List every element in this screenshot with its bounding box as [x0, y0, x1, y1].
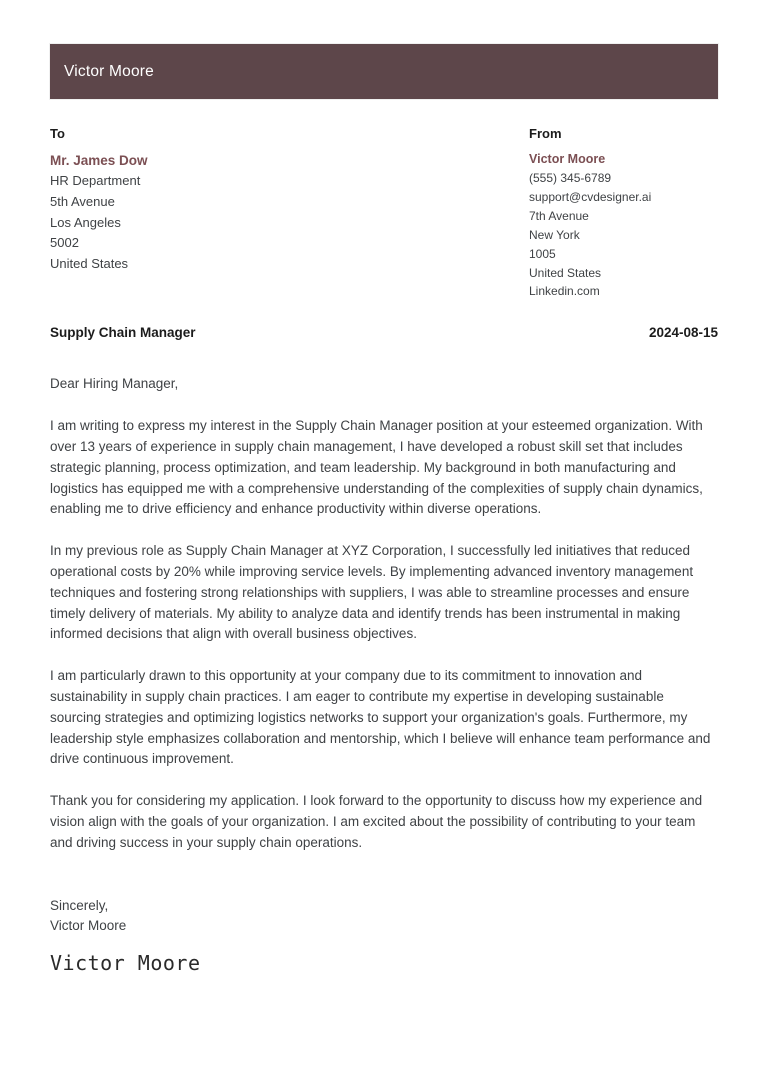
recipient-department: HR Department [50, 173, 141, 188]
sender-phone: (555) 345-6789 [529, 171, 612, 185]
recipient-city: Los Angeles [50, 214, 121, 230]
sender-name: Victor Moore [529, 152, 606, 166]
sender-linkedin: Linkedin.com [529, 284, 600, 299]
recipient-street: 5th Avenue [50, 193, 115, 209]
letter-date: 2024-08-15 [648, 325, 718, 341]
closing-typed-name: Victor Moore [50, 917, 127, 933]
header-bar [50, 44, 718, 99]
address-section [50, 126, 718, 301]
recipient-block [50, 126, 529, 301]
sender-street: 7th Avenue [529, 208, 589, 223]
handwritten-signature: Victor Moore [50, 951, 201, 976]
sender-label: From [529, 126, 562, 141]
sender-country: United States [529, 265, 602, 280]
sender-email: support@cvdesigner.ai [529, 189, 652, 204]
recipient-label: To [50, 126, 65, 141]
valediction: Sincerely, [50, 898, 109, 914]
sender-zip: 1005 [529, 246, 556, 261]
closing-block [50, 896, 718, 975]
sender-block [529, 126, 718, 301]
recipient-zip: 5002 [50, 235, 79, 251]
recipient-name: Mr. James Dow [50, 153, 148, 168]
paragraph-introduction: I am writing to express my interest in the Supply Chain Manager position at your esteemed organization. With over 13 years of experience in supply chain management, I have developed a robust skill set that includes strategic planning, process optimization, and team leadership. My background in both manufacturing and logistics has equipped me with a comprehensive understanding of the complexities of supply chain dynamics, enabling me to drive efficiency and enhance productivity within diverse operations. [50, 418, 703, 517]
paragraph-experience: In my previous role as Supply Chain Manager at XYZ Corporation, I successfully led initiatives that reduced operational costs by 20% while improving service levels. By implementing advanced inventory management techniques and fostering strong relationships with suppliers, I was able to streamline processes and ensure timely delivery of materials. My ability to analyze data and identify trends has been instrumental in making informed decisions that align with overall business objectives. [50, 543, 694, 642]
sender-city: New York [529, 227, 580, 242]
paragraph-thanks: Thank you for considering my application. I look forward to the opportunity to discuss how my experience and vision align with the goals of your organization. I am excited about the possibility of contributing to your team and driving success in your supply chain operations. [50, 793, 703, 850]
header-name: Victor Moore [64, 62, 154, 80]
recipient-country: United States [50, 256, 129, 272]
letter-body [50, 374, 718, 853]
job-title: Supply Chain Manager [50, 325, 196, 341]
salutation: Dear Hiring Manager, [50, 376, 179, 392]
subject-row [50, 325, 718, 340]
paragraph-motivation: I am particularly drawn to this opportunity at your company due to its commitment to innovation and sustainability in supply chain practices. I am eager to contribute my expertise in developing sustainable sourcing strategies and optimizing logistics networks to support your organization's goals. Furthermore, my leadership style emphasizes collaboration and mentorship, which I believe will enhance team performance and drive continuous improvement. [50, 668, 711, 767]
